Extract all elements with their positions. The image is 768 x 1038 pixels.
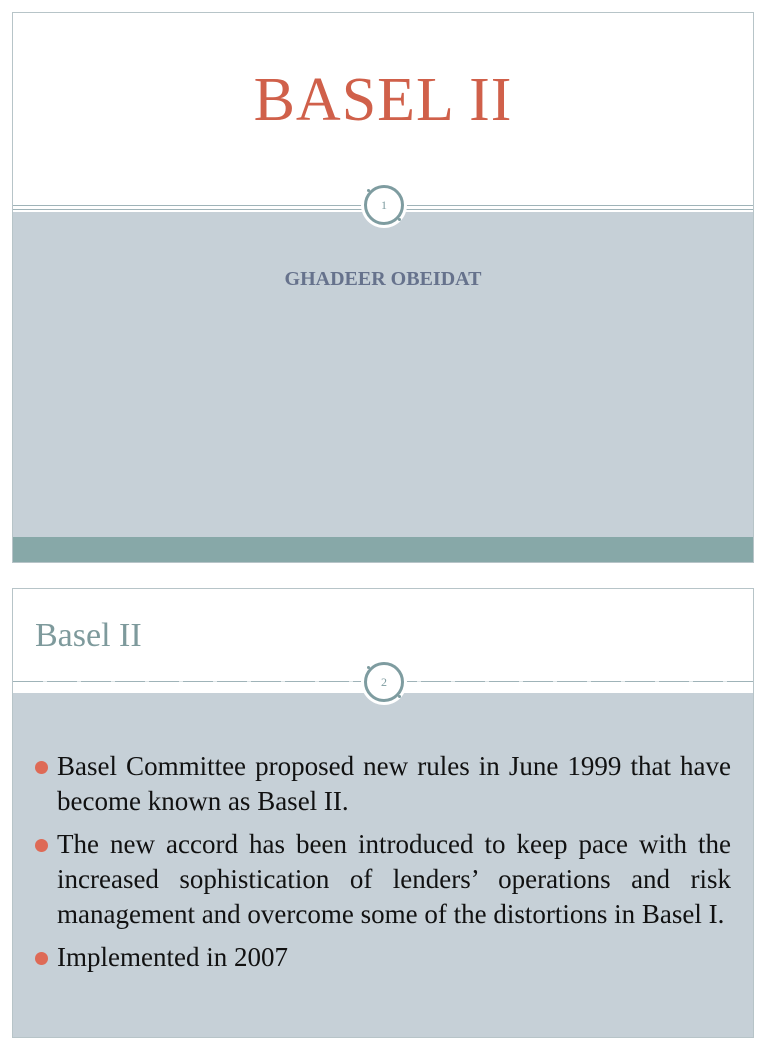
title-area: [13, 13, 753, 205]
slide-number-badge: [364, 185, 404, 225]
bullet-dot-icon: [35, 952, 48, 965]
bullet-list: [35, 749, 731, 983]
slide-number: 2: [381, 674, 387, 689]
bullet-item: [35, 827, 731, 932]
slide-heading: Basel II: [35, 617, 142, 654]
bullet-text: Basel Committee proposed new rules in June 1999 that have become known as Basel II.: [57, 751, 731, 816]
slide-2: [12, 588, 754, 1038]
badge-dot-icon: [398, 218, 401, 221]
slide-title: BASEL II: [253, 66, 513, 134]
bullet-item: [35, 940, 731, 975]
bullet-dot-icon: [35, 761, 48, 774]
badge-dot-icon: [367, 666, 370, 669]
slide-number: 1: [381, 197, 387, 212]
content-area: [13, 693, 753, 1038]
badge-dot-icon: [367, 189, 370, 192]
bullet-text: The new accord has been introduced to keep pace with the increased sophistication of lenders’ operations and risk management and overcome some of the distortions in Basel I.: [57, 829, 731, 929]
subtitle-area: [13, 212, 753, 537]
bullet-text: Implemented in 2007: [57, 942, 288, 972]
bullet-item: [35, 749, 731, 819]
bullet-dot-icon: [35, 839, 48, 852]
badge-dot-icon: [398, 695, 401, 698]
footer-bar: [13, 537, 753, 563]
presenter-name: GHADEER OBEIDAT: [284, 268, 482, 290]
slide-number-badge: [364, 662, 404, 702]
slide-1: [12, 12, 754, 563]
